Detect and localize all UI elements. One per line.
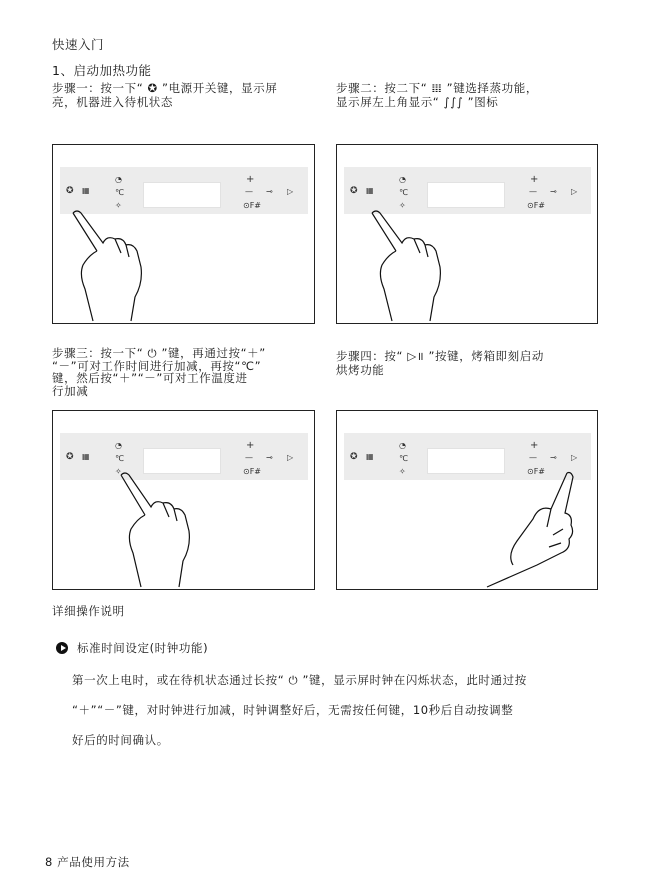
step1-line1: 步骤一：按一下“ ✪ ”电源开关键，显示屏	[52, 81, 278, 95]
clock-icon: ◔	[115, 441, 122, 450]
fan-icon: ✧	[115, 467, 122, 476]
pointing-hand-icon	[111, 469, 221, 589]
step3-line4: 行加减	[52, 383, 89, 398]
lock-button[interactable]: ⊸	[266, 187, 273, 196]
step1-text	[52, 81, 277, 109]
pointing-hand-icon	[477, 469, 587, 589]
menu-grid-icon: ▦	[366, 186, 374, 195]
step3-line1: 步骤三：按一下“ ⏻ ”键，再通过按“＋”	[52, 346, 266, 360]
clock-icon: ◔	[115, 175, 122, 184]
menu-grid-icon: ▦	[82, 186, 90, 195]
start-button[interactable]: ▷	[571, 187, 578, 196]
details-paragraph-line3: 好后的时间确认。	[72, 733, 169, 747]
details-paragraph-line1: 第一次上电时，或在待机状态通过长按“ ⏻ ”键，显示屏时钟在闪烁状态，此时通过按	[72, 673, 527, 687]
lock-button[interactable]: ⊸	[550, 187, 557, 196]
step2-line1: 步骤二：按二下“ 𝍖 ”键选择蒸功能，	[336, 81, 538, 95]
step2-text	[336, 81, 538, 109]
fan-icon: ✧	[399, 201, 406, 210]
temp-label: ℃	[115, 454, 124, 463]
plus-button[interactable]: +	[530, 174, 539, 185]
start-button[interactable]: ▷	[287, 453, 294, 462]
step4-line2: 烘烤功能	[336, 363, 385, 377]
timer-label: ⊙F#	[243, 467, 262, 476]
power-icon: ✪	[66, 452, 74, 462]
minus-button[interactable]: —	[245, 187, 253, 196]
fan-icon: ✧	[399, 467, 406, 476]
plus-button[interactable]: +	[246, 440, 255, 451]
page-footer: 8 产品使用方法	[45, 855, 130, 869]
plus-button[interactable]: +	[246, 174, 255, 185]
play-bullet-icon	[56, 642, 68, 654]
step3-line3: 键，然后按“＋”“－”可对工作温度进	[52, 371, 248, 385]
start-button[interactable]: ▷	[287, 187, 294, 196]
minus-button[interactable]: —	[529, 187, 537, 196]
section-title: 1、启动加热功能	[52, 63, 152, 78]
clock-icon: ◔	[399, 175, 406, 184]
figure-step3	[52, 410, 315, 590]
details-paragraph-line2: “＋”“－”键，对时钟进行加减，时钟调整好后，无需按任何键，10秒后自动按调整	[72, 703, 514, 717]
clock-icon: ◔	[399, 441, 406, 450]
minus-button[interactable]: —	[245, 453, 253, 462]
step4-line1: 步骤四：按“ ▷॥ ”按键，烤箱即刻启动	[336, 349, 544, 363]
step4-text	[336, 349, 544, 377]
step3-text	[52, 347, 266, 397]
figure-step1	[52, 144, 315, 324]
menu-grid-icon: ▦	[82, 452, 90, 461]
pointing-hand-icon	[362, 205, 472, 323]
lock-button[interactable]: ⊸	[550, 453, 557, 462]
power-icon: ✪	[350, 452, 358, 462]
pointing-hand-icon	[63, 205, 173, 323]
minus-button[interactable]: —	[529, 453, 537, 462]
figure-step4	[336, 410, 598, 590]
temp-label: ℃	[399, 188, 408, 197]
temp-label: ℃	[115, 188, 124, 197]
fan-icon: ✧	[115, 201, 122, 210]
start-button[interactable]: ▷	[571, 453, 578, 462]
power-icon: ✪	[350, 186, 358, 196]
power-icon: ✪	[66, 186, 74, 196]
menu-grid-icon: ▦	[366, 452, 374, 461]
timer-label: ⊙F#	[243, 201, 262, 210]
details-subtitle: 标准时间设定(时钟功能)	[77, 641, 209, 655]
temp-label: ℃	[399, 454, 408, 463]
timer-label: ⊙F#	[527, 201, 546, 210]
timer-label: ⊙F#	[527, 467, 546, 476]
details-title: 详细操作说明	[52, 604, 125, 618]
lock-button[interactable]: ⊸	[266, 453, 273, 462]
step3-line2: “－”可对工作时间进行加减，再按“℃”	[52, 358, 262, 373]
plus-button[interactable]: +	[530, 440, 539, 451]
figure-step2	[336, 144, 598, 324]
page-header-title: 快速入门	[52, 37, 105, 52]
step1-line2: 亮，机器进入待机状态	[52, 95, 173, 109]
step2-line2: 显示屏左上角显示“ ∫∫∫ ”图标	[336, 95, 499, 109]
